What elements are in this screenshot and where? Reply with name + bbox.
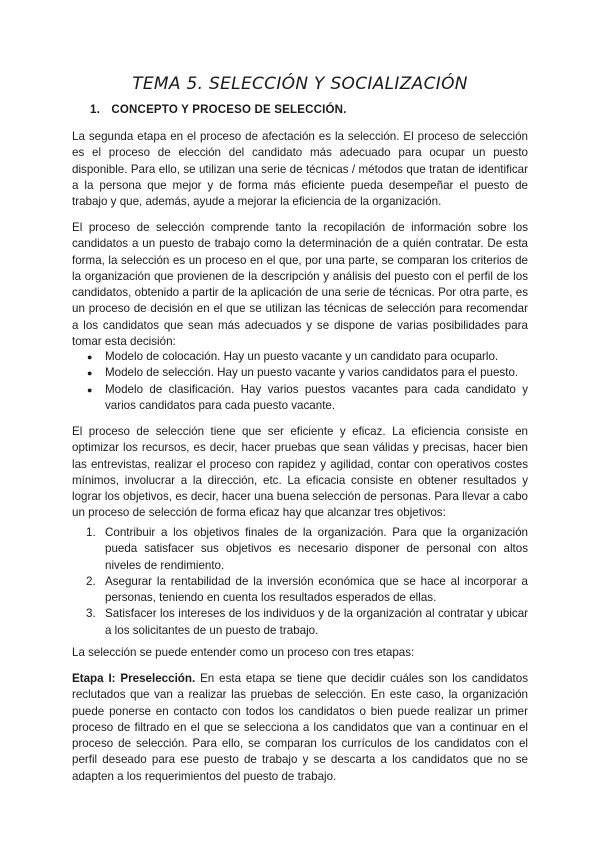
list-item [72,365,528,381]
list-item-text: Satisfacer los intereses de los individuos y de la organización al contratar y ubicar a los solicitantes de un puesto de trabajo. [105,607,528,637]
list-number: 3. [86,607,96,621]
bullet-icon: ● [87,368,93,379]
section-number: 1. [90,104,100,116]
list-number: 1. [86,526,96,539]
stage-one-heading: Etapa I: Preselección. [72,672,196,685]
bullet-icon: ● [87,352,93,362]
list-item-text: Contribuir a los objetivos finales de la organización. Para que la organización pueda satisfacer sus objetivos es necesario disponer de personal con altos niveles de rendimiento. [105,526,528,572]
list-item [72,574,528,607]
list-item [72,382,528,415]
paragraph-stages: La selección se puede entender como un proceso con tres etapas: [72,646,415,659]
paragraph-stage-one [72,671,528,785]
list-item-text: Asegurar la rentabilidad de la inversión económica que se hace al incorporar a personas, teniendo en cuenta los resultados esperados de ellas. [105,574,528,605]
objectives-list [72,525,528,639]
paragraph-intro: La segunda etapa en el proceso de afectación es la selección. El proceso de selección es el proceso de elección del candidato más adecuado para ocupar un puesto disponible. Para ello, se utilizan una serie de técnicas / métodos que tratan de identificar a la persona que mejor y de forma más eficiente pueda desempeñar el puesto de trabajo y que, además, ayude a mejorar la eficiencia de la organización. [72,130,528,209]
list-item [72,606,528,639]
list-item-text: Modelo de selección. Hay un puesto vacante y varios candidatos para el puesto. [105,366,519,380]
paragraph-efficiency: El proceso de selección tiene que ser eficiente y eficaz. La eficiencia consiste en optimizar los recursos, es decir, hacer pruebas que sean válidas y precisas, hacer bien las entrevistas, realizar el proceso con rapidez y agilidad, contar con operativos costes mínimos, involucrar a la dirección, etc. La eficacia consiste en obtener resultados y lograr los objetivos, es decir, hacer una buena selección de personas. Para llevar a cabo un proceso de selección de forma eficaz hay que alcanzar tres objetivos: [72,425,528,520]
section-heading-text: CONCEPTO Y PROCESO DE SELECCIÓN. [111,104,347,116]
list-item-text: Modelo de clasificación. Hay varios puestos vacantes para cada candidato y varios candidatos para cada puesto vacante. [105,382,528,412]
section-heading [90,104,347,116]
list-item [72,525,528,574]
list-item-text: Modelo de colocación. Hay un puesto vacante y un candidato para ocuparlo. [105,350,499,363]
paragraph-process: El proceso de selección comprende tanto la recopilación de información sobre los candidatos a un puesto de trabajo como la determinación de a quién contratar. De esta forma, la selección es un proceso en el que, por una parte, se comparan los criterios de la organización que provienen de la descripción y análisis del puesto con el perfil de los candidatos, obtenido a partir de la aplicación de una serie de técnicas. Por otra parte, es un proceso de decisión en el que se utilizan las técnicas de selección para recomendar a los candidatos que sean más adecuados y se dispone de varias posibilidades para tomar esta decisión: [72,221,528,349]
page-title: TEMA 5. SELECCIÓN Y SOCIALIZACIÓN [132,74,468,94]
list-item [72,349,528,365]
list-number: 2. [86,574,96,588]
stage-one-text: En esta etapa se tiene que decidir cuáles son los candidatos reclutados que van a realizar las pruebas de selección. En este caso, la organización puede ponerse en contacto con todos los candidatos o bien puede realizar un primer proceso de filtrado en el que se selecciona a los candidatos que van a continuar en el proceso de selección. Para ello, se comparan los currículos de los candidatos con el perfil deseado para ese puesto de trabajo y se descarta a los candidatos que no se adapten a los requerimientos del puesto de trabajo. [72,672,528,783]
models-list [72,349,528,414]
bullet-icon: ● [87,384,93,395]
